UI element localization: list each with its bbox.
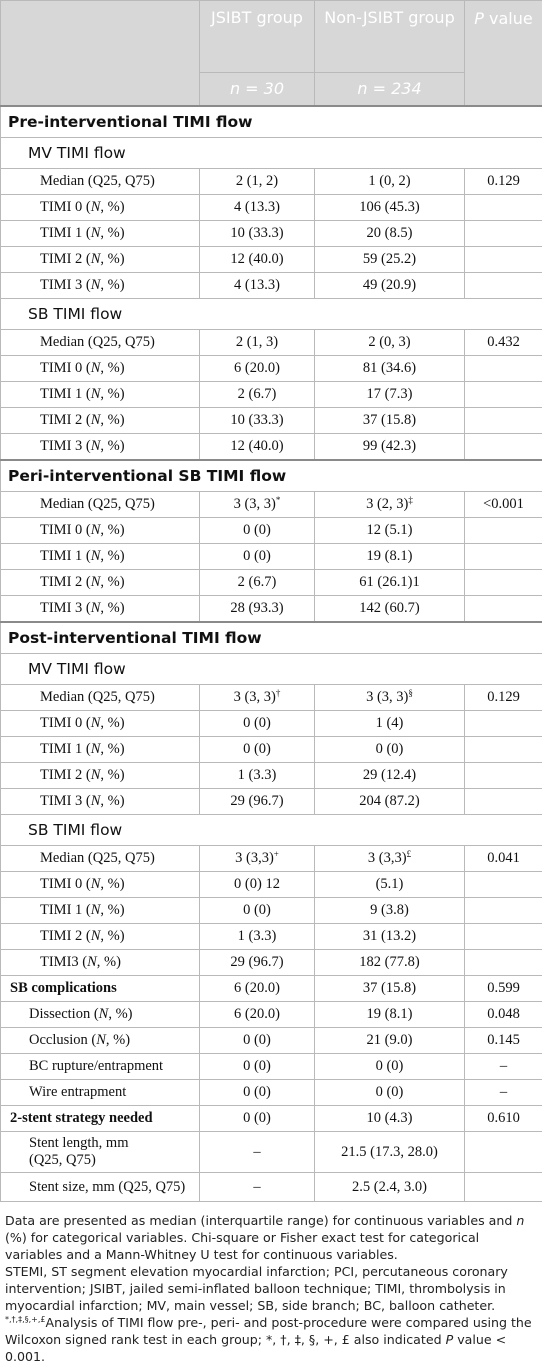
row-label bbox=[1, 789, 200, 815]
label-n: N bbox=[91, 876, 101, 892]
table-row bbox=[1, 273, 542, 299]
label-suffix: , %) bbox=[100, 928, 124, 944]
row-label bbox=[1, 1028, 200, 1054]
label-suffix: , %) bbox=[100, 251, 124, 267]
row-label bbox=[1, 1106, 200, 1132]
label-n: N bbox=[87, 954, 97, 970]
cell-value: 3 (3,3) bbox=[368, 850, 407, 866]
label-pre: TIMI 0 ( bbox=[40, 199, 91, 215]
label-n: N bbox=[99, 1006, 109, 1022]
label-n: N bbox=[91, 741, 101, 757]
cell-p bbox=[465, 872, 542, 898]
cell-non-jsibt: 142 (60.7) bbox=[315, 596, 465, 623]
label-suffix: , %) bbox=[97, 954, 121, 970]
label-pre: TIMI 2 ( bbox=[40, 251, 91, 267]
cell-jsibt: 0 (0) bbox=[200, 1106, 315, 1132]
row-label bbox=[1, 1132, 200, 1173]
cell-p bbox=[465, 247, 542, 273]
cell-jsibt: 0 (0) bbox=[200, 737, 315, 763]
row-label bbox=[1, 950, 200, 976]
table-row bbox=[1, 1106, 542, 1132]
label-pre: BC rupture/entrapment bbox=[29, 1058, 163, 1074]
footnote-text: Data are presented as median (interquartile range) for continuous variables and bbox=[5, 1213, 516, 1228]
cell-non-jsibt: 182 (77.8) bbox=[315, 950, 465, 976]
cell-p bbox=[465, 570, 542, 596]
cell-value: 3 (3, 3) bbox=[366, 689, 408, 705]
footnote-marks: *,†,‡,§,+,£ bbox=[5, 1315, 46, 1324]
cell-footnote-mark: ‡ bbox=[408, 495, 413, 505]
label-n: N bbox=[91, 574, 101, 590]
label-line-1: Stent length, mm bbox=[29, 1135, 128, 1151]
row-label bbox=[1, 1054, 200, 1080]
table-row bbox=[1, 846, 542, 872]
subsection-pre-sb: SB TIMI flow bbox=[1, 299, 542, 330]
row-label bbox=[1, 247, 200, 273]
header-non-jsibt bbox=[315, 1, 465, 73]
subsection-row bbox=[1, 138, 542, 169]
footnote-abbreviations: STEMI, ST segment elevation myocardial infarction; PCI, percutaneous coronary intervention; JSIBT, jailed semi-inflated balloon technique; TIMI, thrombolysis in myocardial infarction; MV, main vessel; SB, side branch; BC, balloon catheter. bbox=[5, 1263, 538, 1314]
cell-non-jsibt: 1 (4) bbox=[315, 711, 465, 737]
label-pre: TIMI 3 ( bbox=[40, 277, 91, 293]
cell-jsibt: 10 (33.3) bbox=[200, 408, 315, 434]
row-label bbox=[1, 872, 200, 898]
cell-non-jsibt: 31 (13.2) bbox=[315, 924, 465, 950]
cell-non-jsibt: 81 (34.6) bbox=[315, 356, 465, 382]
cell-footnote-mark: £ bbox=[407, 849, 412, 859]
row-label: Median (Q25, Q75) bbox=[1, 330, 200, 356]
label-suffix: , %) bbox=[100, 741, 124, 757]
label-suffix: , %) bbox=[100, 225, 124, 241]
cell-jsibt bbox=[200, 846, 315, 872]
label-suffix: , %) bbox=[100, 386, 124, 402]
label-line-2: (Q25, Q75) bbox=[29, 1152, 96, 1168]
table-row bbox=[1, 247, 542, 273]
label-n: N bbox=[91, 715, 101, 731]
cell-non-jsibt: 20 (8.5) bbox=[315, 221, 465, 247]
cell-non-jsibt bbox=[315, 685, 465, 711]
row-label bbox=[1, 596, 200, 623]
row-label bbox=[1, 195, 200, 221]
row-label bbox=[1, 711, 200, 737]
cell-jsibt: 0 (0) bbox=[200, 1080, 315, 1106]
section-row bbox=[1, 460, 542, 492]
label-pre: TIMI 0 ( bbox=[40, 876, 91, 892]
table-row bbox=[1, 330, 542, 356]
cell-p bbox=[465, 737, 542, 763]
row-label bbox=[1, 518, 200, 544]
label-n: N bbox=[91, 251, 101, 267]
row-label bbox=[1, 382, 200, 408]
row-label bbox=[1, 570, 200, 596]
cell-jsibt: 28 (93.3) bbox=[200, 596, 315, 623]
table-row bbox=[1, 789, 542, 815]
table-row bbox=[1, 1173, 542, 1202]
cell-non-jsibt: 12 (5.1) bbox=[315, 518, 465, 544]
cell-non-jsibt: 1 (0, 2) bbox=[315, 169, 465, 195]
cell-non-jsibt: 0 (0) bbox=[315, 1080, 465, 1106]
label-suffix: , %) bbox=[108, 1006, 132, 1022]
footnote-text: Analysis of TIMI flow pre-, peri- and post-procedure were compared using the Wilcoxon signed rank test in each group; *, †, ‡, §, +, £ also indicated bbox=[5, 1315, 532, 1347]
table-row bbox=[1, 570, 542, 596]
label-n: N bbox=[91, 225, 101, 241]
footnote-italic: P bbox=[446, 1332, 454, 1347]
footnote-text: value < 0.001. bbox=[5, 1332, 506, 1364]
label-pre: Dissection ( bbox=[29, 1006, 99, 1022]
cell-non-jsibt: 2 (0, 3) bbox=[315, 330, 465, 356]
cell-non-jsibt: 37 (15.8) bbox=[315, 976, 465, 1002]
cell-non-jsibt: 99 (42.3) bbox=[315, 434, 465, 461]
subsection-row bbox=[1, 654, 542, 685]
section-row bbox=[1, 622, 542, 654]
subsection-post-sb: SB TIMI flow bbox=[1, 815, 542, 846]
table-row bbox=[1, 544, 542, 570]
cell-p bbox=[465, 950, 542, 976]
table-row bbox=[1, 1132, 542, 1173]
label-suffix: , %) bbox=[106, 1032, 130, 1048]
cell-non-jsibt bbox=[315, 492, 465, 518]
cell-jsibt: – bbox=[200, 1173, 315, 1202]
label-n: N bbox=[91, 412, 101, 428]
cell-p: 0.129 bbox=[465, 685, 542, 711]
header-n-jsibt bbox=[200, 73, 315, 107]
cell-jsibt: 12 (40.0) bbox=[200, 247, 315, 273]
row-label bbox=[1, 924, 200, 950]
label-suffix: , %) bbox=[100, 902, 124, 918]
label-suffix: , %) bbox=[100, 199, 124, 215]
cell-p: 0.129 bbox=[465, 169, 542, 195]
subsection-row bbox=[1, 815, 542, 846]
cell-jsibt: 12 (40.0) bbox=[200, 434, 315, 461]
label-suffix: , %) bbox=[100, 600, 124, 616]
label-pre: TIMI3 ( bbox=[40, 954, 87, 970]
label-pre: Occlusion ( bbox=[29, 1032, 96, 1048]
cell-jsibt: 4 (13.3) bbox=[200, 195, 315, 221]
cell-p bbox=[465, 789, 542, 815]
label-pre: TIMI 0 ( bbox=[40, 360, 91, 376]
label-n: N bbox=[96, 1032, 106, 1048]
label-n: N bbox=[91, 548, 101, 564]
label-suffix: , %) bbox=[100, 438, 124, 454]
cell-p bbox=[465, 408, 542, 434]
row-label bbox=[1, 1002, 200, 1028]
table-row bbox=[1, 737, 542, 763]
label-pre: TIMI 2 ( bbox=[40, 767, 91, 783]
table-row bbox=[1, 763, 542, 789]
row-label bbox=[1, 221, 200, 247]
label-pre: TIMI 0 ( bbox=[40, 715, 91, 731]
table-row bbox=[1, 950, 542, 976]
cell-non-jsibt: 59 (25.2) bbox=[315, 247, 465, 273]
cell-jsibt bbox=[200, 685, 315, 711]
header-p-rest: value bbox=[484, 9, 533, 28]
cell-non-jsibt: 19 (8.1) bbox=[315, 1002, 465, 1028]
cell-non-jsibt: 37 (15.8) bbox=[315, 408, 465, 434]
label-n: N bbox=[91, 522, 101, 538]
table-row bbox=[1, 169, 542, 195]
subsection-pre-mv: MV TIMI flow bbox=[1, 138, 542, 169]
label-n: N bbox=[91, 767, 101, 783]
label-suffix: , %) bbox=[100, 360, 124, 376]
cell-p bbox=[465, 356, 542, 382]
label-suffix: , %) bbox=[100, 574, 124, 590]
label-suffix: , %) bbox=[100, 767, 124, 783]
label-pre: TIMI 3 ( bbox=[40, 438, 91, 454]
row-label: Median (Q25, Q75) bbox=[1, 492, 200, 518]
cell-p: 0.145 bbox=[465, 1028, 542, 1054]
two-stent-title: 2-stent strategy needed bbox=[10, 1110, 153, 1126]
header-p-italic: P bbox=[474, 9, 484, 28]
cell-footnote-mark: * bbox=[276, 495, 281, 505]
cell-p: 0.048 bbox=[465, 1002, 542, 1028]
label-n: N bbox=[91, 438, 101, 454]
label-pre: TIMI 3 ( bbox=[40, 600, 91, 616]
label-pre: TIMI 0 ( bbox=[40, 522, 91, 538]
row-label: Median (Q25, Q75) bbox=[1, 685, 200, 711]
label-pre: TIMI 1 ( bbox=[40, 225, 91, 241]
row-label bbox=[1, 976, 200, 1002]
header-jsibt-label: JSIBT group bbox=[211, 8, 303, 27]
cell-p bbox=[465, 1173, 542, 1202]
cell-footnote-mark: § bbox=[408, 688, 413, 698]
header-n-non bbox=[315, 73, 465, 107]
cell-jsibt: 0 (0) 12 bbox=[200, 872, 315, 898]
label-n: N bbox=[91, 199, 101, 215]
row-label bbox=[1, 434, 200, 461]
header-jsibt bbox=[200, 1, 315, 73]
cell-p bbox=[465, 898, 542, 924]
cell-jsibt: 2 (1, 2) bbox=[200, 169, 315, 195]
cell-p: – bbox=[465, 1080, 542, 1106]
label-n: N bbox=[91, 277, 101, 293]
footnote-data bbox=[5, 1212, 538, 1263]
cell-non-jsibt: 61 (26.1)1 bbox=[315, 570, 465, 596]
cell-non-jsibt: 204 (87.2) bbox=[315, 789, 465, 815]
table-row bbox=[1, 711, 542, 737]
cell-jsibt: 10 (33.3) bbox=[200, 221, 315, 247]
table-row bbox=[1, 408, 542, 434]
subsection-row bbox=[1, 299, 542, 330]
label-suffix: , %) bbox=[100, 793, 124, 809]
cell-p: <0.001 bbox=[465, 492, 542, 518]
cell-p bbox=[465, 434, 542, 461]
label-suffix: , %) bbox=[100, 277, 124, 293]
cell-p bbox=[465, 711, 542, 737]
label-pre: TIMI 1 ( bbox=[40, 741, 91, 757]
label-pre: TIMI 1 ( bbox=[40, 548, 91, 564]
row-label bbox=[1, 898, 200, 924]
cell-non-jsibt: 0 (0) bbox=[315, 1054, 465, 1080]
cell-non-jsibt: 49 (20.9) bbox=[315, 273, 465, 299]
label-n: N bbox=[91, 386, 101, 402]
cell-jsibt: 1 (3.3) bbox=[200, 763, 315, 789]
cell-jsibt: 0 (0) bbox=[200, 518, 315, 544]
label-pre: TIMI 3 ( bbox=[40, 793, 91, 809]
cell-footnote-mark: + bbox=[274, 849, 279, 859]
subsection-post-mv: MV TIMI flow bbox=[1, 654, 542, 685]
row-label: Stent size, mm (Q25, Q75) bbox=[1, 1173, 200, 1202]
cell-jsibt: 2 (1, 3) bbox=[200, 330, 315, 356]
label-n: N bbox=[91, 928, 101, 944]
cell-value: 3 (3, 3) bbox=[234, 689, 276, 705]
cell-non-jsibt: (5.1) bbox=[315, 872, 465, 898]
cell-non-jsibt: 2.5 (2.4, 3.0) bbox=[315, 1173, 465, 1202]
cell-value: 3 (3,3) bbox=[235, 850, 274, 866]
section-peri-title: Peri-interventional SB TIMI flow bbox=[1, 460, 542, 492]
cell-jsibt: 6 (20.0) bbox=[200, 356, 315, 382]
cell-jsibt: 0 (0) bbox=[200, 1054, 315, 1080]
cell-jsibt: 0 (0) bbox=[200, 898, 315, 924]
cell-p bbox=[465, 518, 542, 544]
cell-p bbox=[465, 544, 542, 570]
row-label: Median (Q25, Q75) bbox=[1, 169, 200, 195]
cell-p: 0.599 bbox=[465, 976, 542, 1002]
header-blank bbox=[1, 1, 200, 107]
row-label bbox=[1, 273, 200, 299]
cell-non-jsibt: 10 (4.3) bbox=[315, 1106, 465, 1132]
label-n: N bbox=[91, 600, 101, 616]
cell-jsibt: 0 (0) bbox=[200, 544, 315, 570]
cell-non-jsibt: 21.5 (17.3, 28.0) bbox=[315, 1132, 465, 1173]
row-label: Median (Q25, Q75) bbox=[1, 846, 200, 872]
complications-title: SB complications bbox=[10, 980, 117, 996]
table-row bbox=[1, 492, 542, 518]
header-n-jsibt-text: n = 30 bbox=[230, 79, 284, 98]
table-row bbox=[1, 221, 542, 247]
cell-jsibt bbox=[200, 492, 315, 518]
cell-non-jsibt: 17 (7.3) bbox=[315, 382, 465, 408]
row-label bbox=[1, 544, 200, 570]
cell-p bbox=[465, 221, 542, 247]
cell-non-jsibt: 19 (8.1) bbox=[315, 544, 465, 570]
cell-value: 3 (2, 3) bbox=[366, 496, 408, 512]
table-row bbox=[1, 872, 542, 898]
cell-jsibt: 29 (96.7) bbox=[200, 950, 315, 976]
row-label bbox=[1, 356, 200, 382]
row-label bbox=[1, 763, 200, 789]
label-pre: Wire entrapment bbox=[29, 1084, 126, 1100]
label-pre: TIMI 2 ( bbox=[40, 412, 91, 428]
label-suffix: , %) bbox=[100, 412, 124, 428]
cell-jsibt: 0 (0) bbox=[200, 711, 315, 737]
cell-p: 0.432 bbox=[465, 330, 542, 356]
table-row bbox=[1, 1080, 542, 1106]
cell-jsibt: – bbox=[200, 1132, 315, 1173]
cell-non-jsibt: 106 (45.3) bbox=[315, 195, 465, 221]
cell-jsibt: 6 (20.0) bbox=[200, 1002, 315, 1028]
table-row bbox=[1, 382, 542, 408]
label-n: N bbox=[91, 360, 101, 376]
table-row bbox=[1, 1002, 542, 1028]
cell-footnote-mark: † bbox=[276, 688, 281, 698]
label-pre: TIMI 1 ( bbox=[40, 902, 91, 918]
cell-p bbox=[465, 763, 542, 789]
row-label bbox=[1, 408, 200, 434]
footnote-text: (%) for categorical variables. Chi-square or Fisher exact test for categorical variables and a Mann-Whitney U test for continuous variables. bbox=[5, 1230, 479, 1262]
section-post-title: Post-interventional TIMI flow bbox=[1, 622, 542, 654]
table-row bbox=[1, 976, 542, 1002]
header-p-value bbox=[465, 1, 542, 107]
label-pre: TIMI 1 ( bbox=[40, 386, 91, 402]
cell-p bbox=[465, 1132, 542, 1173]
label-pre: TIMI 2 ( bbox=[40, 574, 91, 590]
cell-jsibt: 2 (6.7) bbox=[200, 382, 315, 408]
cell-jsibt: 0 (0) bbox=[200, 1028, 315, 1054]
footnote-italic: n bbox=[516, 1213, 524, 1228]
cell-p bbox=[465, 596, 542, 623]
header-non-jsibt-label: Non-JSIBT group bbox=[324, 8, 454, 27]
cell-p bbox=[465, 273, 542, 299]
table-row bbox=[1, 518, 542, 544]
cell-jsibt: 2 (6.7) bbox=[200, 570, 315, 596]
cell-jsibt: 4 (13.3) bbox=[200, 273, 315, 299]
table-footnotes bbox=[0, 1212, 542, 1365]
table-row bbox=[1, 195, 542, 221]
table-row bbox=[1, 596, 542, 623]
label-pre: TIMI 2 ( bbox=[40, 928, 91, 944]
cell-non-jsibt: 29 (12.4) bbox=[315, 763, 465, 789]
header-n-non-text: n = 234 bbox=[357, 79, 421, 98]
section-row bbox=[1, 106, 542, 138]
table-row bbox=[1, 898, 542, 924]
table-row bbox=[1, 356, 542, 382]
cell-non-jsibt: 0 (0) bbox=[315, 737, 465, 763]
cell-p: 0.610 bbox=[465, 1106, 542, 1132]
footnote-wilcoxon bbox=[5, 1314, 538, 1365]
row-label bbox=[1, 1080, 200, 1106]
cell-non-jsibt: 21 (9.0) bbox=[315, 1028, 465, 1054]
cell-non-jsibt: 9 (3.8) bbox=[315, 898, 465, 924]
table-row bbox=[1, 685, 542, 711]
table-row bbox=[1, 924, 542, 950]
cell-p bbox=[465, 924, 542, 950]
row-label bbox=[1, 737, 200, 763]
cell-jsibt: 6 (20.0) bbox=[200, 976, 315, 1002]
cell-p bbox=[465, 382, 542, 408]
table-row bbox=[1, 1028, 542, 1054]
cell-p bbox=[465, 195, 542, 221]
table-row bbox=[1, 434, 542, 461]
label-suffix: , %) bbox=[100, 548, 124, 564]
cell-jsibt: 1 (3.3) bbox=[200, 924, 315, 950]
cell-value: 3 (3, 3) bbox=[234, 496, 276, 512]
label-suffix: , %) bbox=[100, 715, 124, 731]
label-suffix: , %) bbox=[100, 522, 124, 538]
label-suffix: , %) bbox=[100, 876, 124, 892]
cell-non-jsibt bbox=[315, 846, 465, 872]
cell-p: 0.041 bbox=[465, 846, 542, 872]
section-pre-title: Pre-interventional TIMI flow bbox=[1, 106, 542, 138]
table-row bbox=[1, 1054, 542, 1080]
cell-jsibt: 29 (96.7) bbox=[200, 789, 315, 815]
label-n: N bbox=[91, 793, 101, 809]
cell-p: – bbox=[465, 1054, 542, 1080]
label-n: N bbox=[91, 902, 101, 918]
